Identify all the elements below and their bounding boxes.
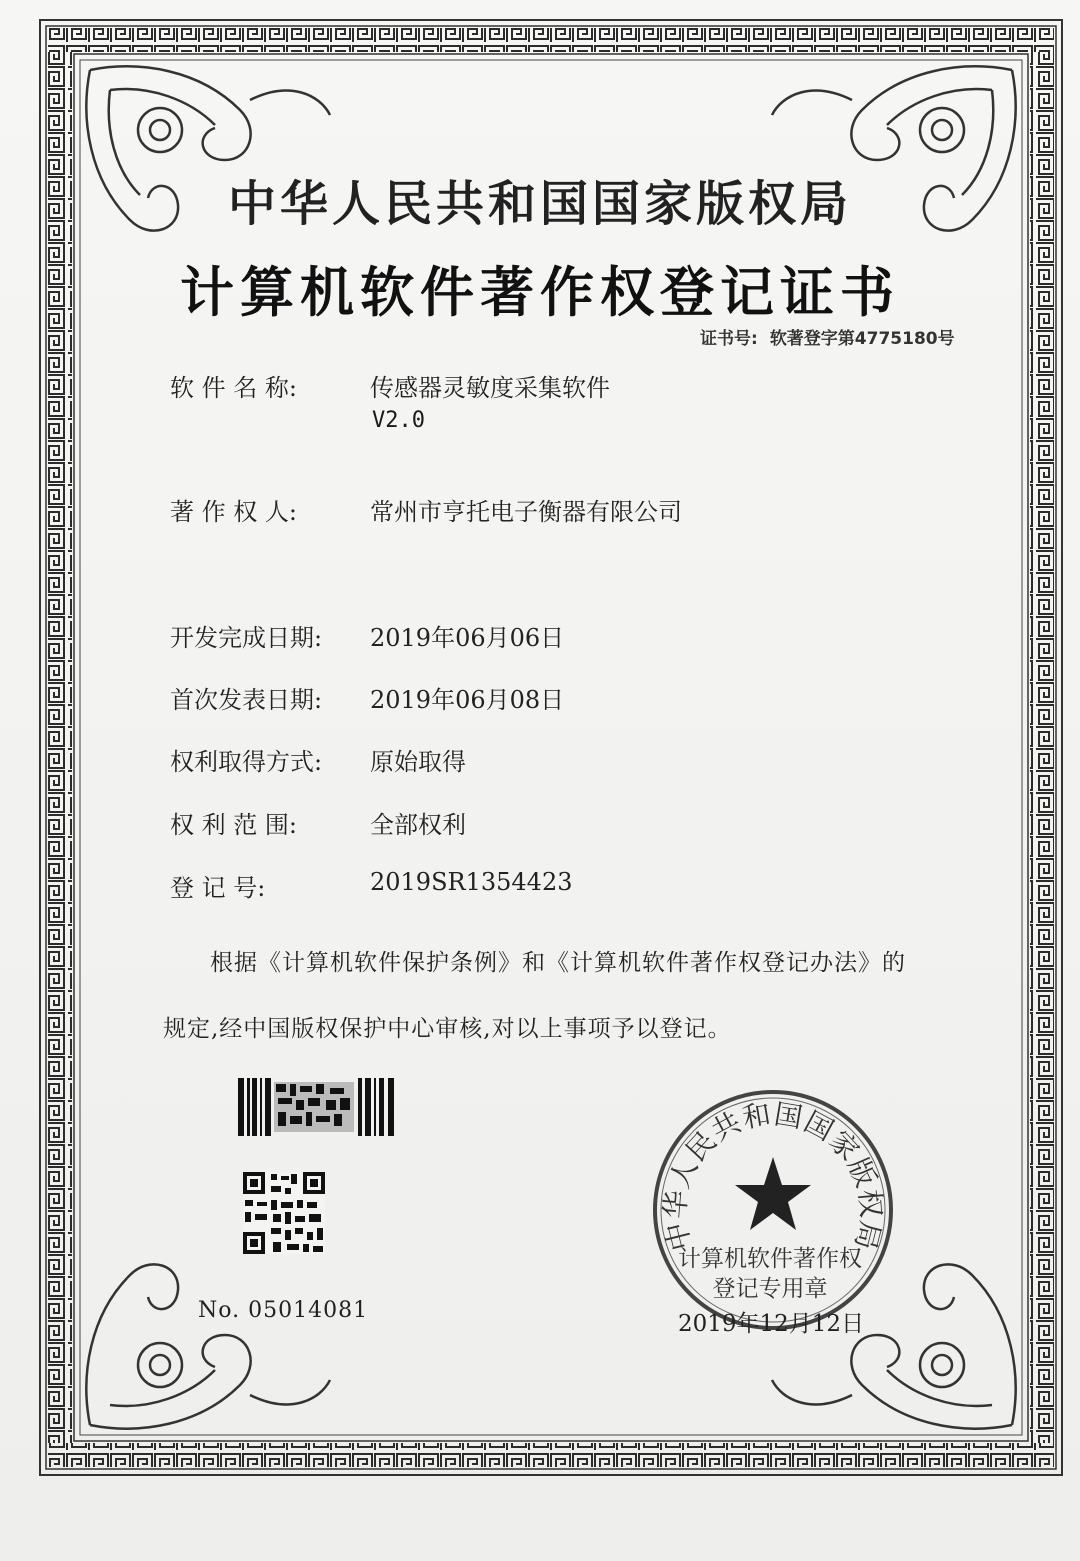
seal-text-line-2: 登记专用章 bbox=[712, 1276, 828, 1302]
statement-line-2: 规定,经中国版权保护中心审核,对以上事项予以登记。 bbox=[163, 1016, 732, 1042]
field-value: 常州市亨托电子衡器有限公司 bbox=[370, 498, 682, 526]
field-label: 权 利 范 围: bbox=[170, 811, 297, 839]
field-copyright-owner bbox=[170, 492, 682, 527]
field-value: 传感器灵敏度采集软件 bbox=[370, 374, 610, 402]
field-label: 著 作 权 人: bbox=[170, 498, 297, 526]
certificate-title: 计算机软件著作权登记证书 bbox=[180, 260, 900, 324]
issuer-title: 中华人民共和国国家版权局 bbox=[227, 176, 852, 232]
field-rights-scope bbox=[170, 805, 466, 840]
serial-number: No. 05014081 bbox=[198, 1298, 369, 1323]
field-label: 首次发表日期: bbox=[170, 686, 323, 714]
field-value: 2019年06月06日 bbox=[370, 624, 565, 652]
field-label: 开发完成日期: bbox=[170, 624, 323, 652]
certificate-number-value: 软著登字第4775180号 bbox=[769, 329, 955, 349]
field-value: 全部权利 bbox=[370, 811, 466, 839]
field-value: 2019SR1354423 bbox=[370, 868, 573, 896]
field-software-name bbox=[170, 368, 610, 403]
seal-ring-text: 中华人民共和国国家版权局 bbox=[658, 1097, 888, 1254]
barcode-icon bbox=[238, 1078, 396, 1136]
certificate-number-label: 证书号: bbox=[700, 329, 758, 349]
software-version: V2.0 bbox=[372, 408, 425, 433]
field-registration-number bbox=[170, 868, 572, 903]
field-value: 2019年06月08日 bbox=[370, 686, 565, 714]
field-acquisition-method bbox=[170, 742, 466, 777]
qr-code-icon bbox=[243, 1172, 325, 1254]
field-development-date bbox=[170, 618, 564, 653]
field-label: 权利取得方式: bbox=[170, 748, 323, 776]
seal-text-line-1: 计算机软件著作权 bbox=[678, 1246, 862, 1272]
certificate-number bbox=[700, 324, 967, 349]
field-label: 软 件 名 称: bbox=[170, 374, 297, 402]
field-first-publication-date bbox=[170, 680, 564, 715]
statement-line-1: 根据《计算机软件保护条例》和《计算机软件著作权登记办法》的 bbox=[210, 950, 906, 976]
issue-date: 2019年12月12日 bbox=[678, 1311, 865, 1337]
field-label: 登 记 号: bbox=[170, 874, 266, 902]
field-value: 原始取得 bbox=[370, 748, 466, 776]
